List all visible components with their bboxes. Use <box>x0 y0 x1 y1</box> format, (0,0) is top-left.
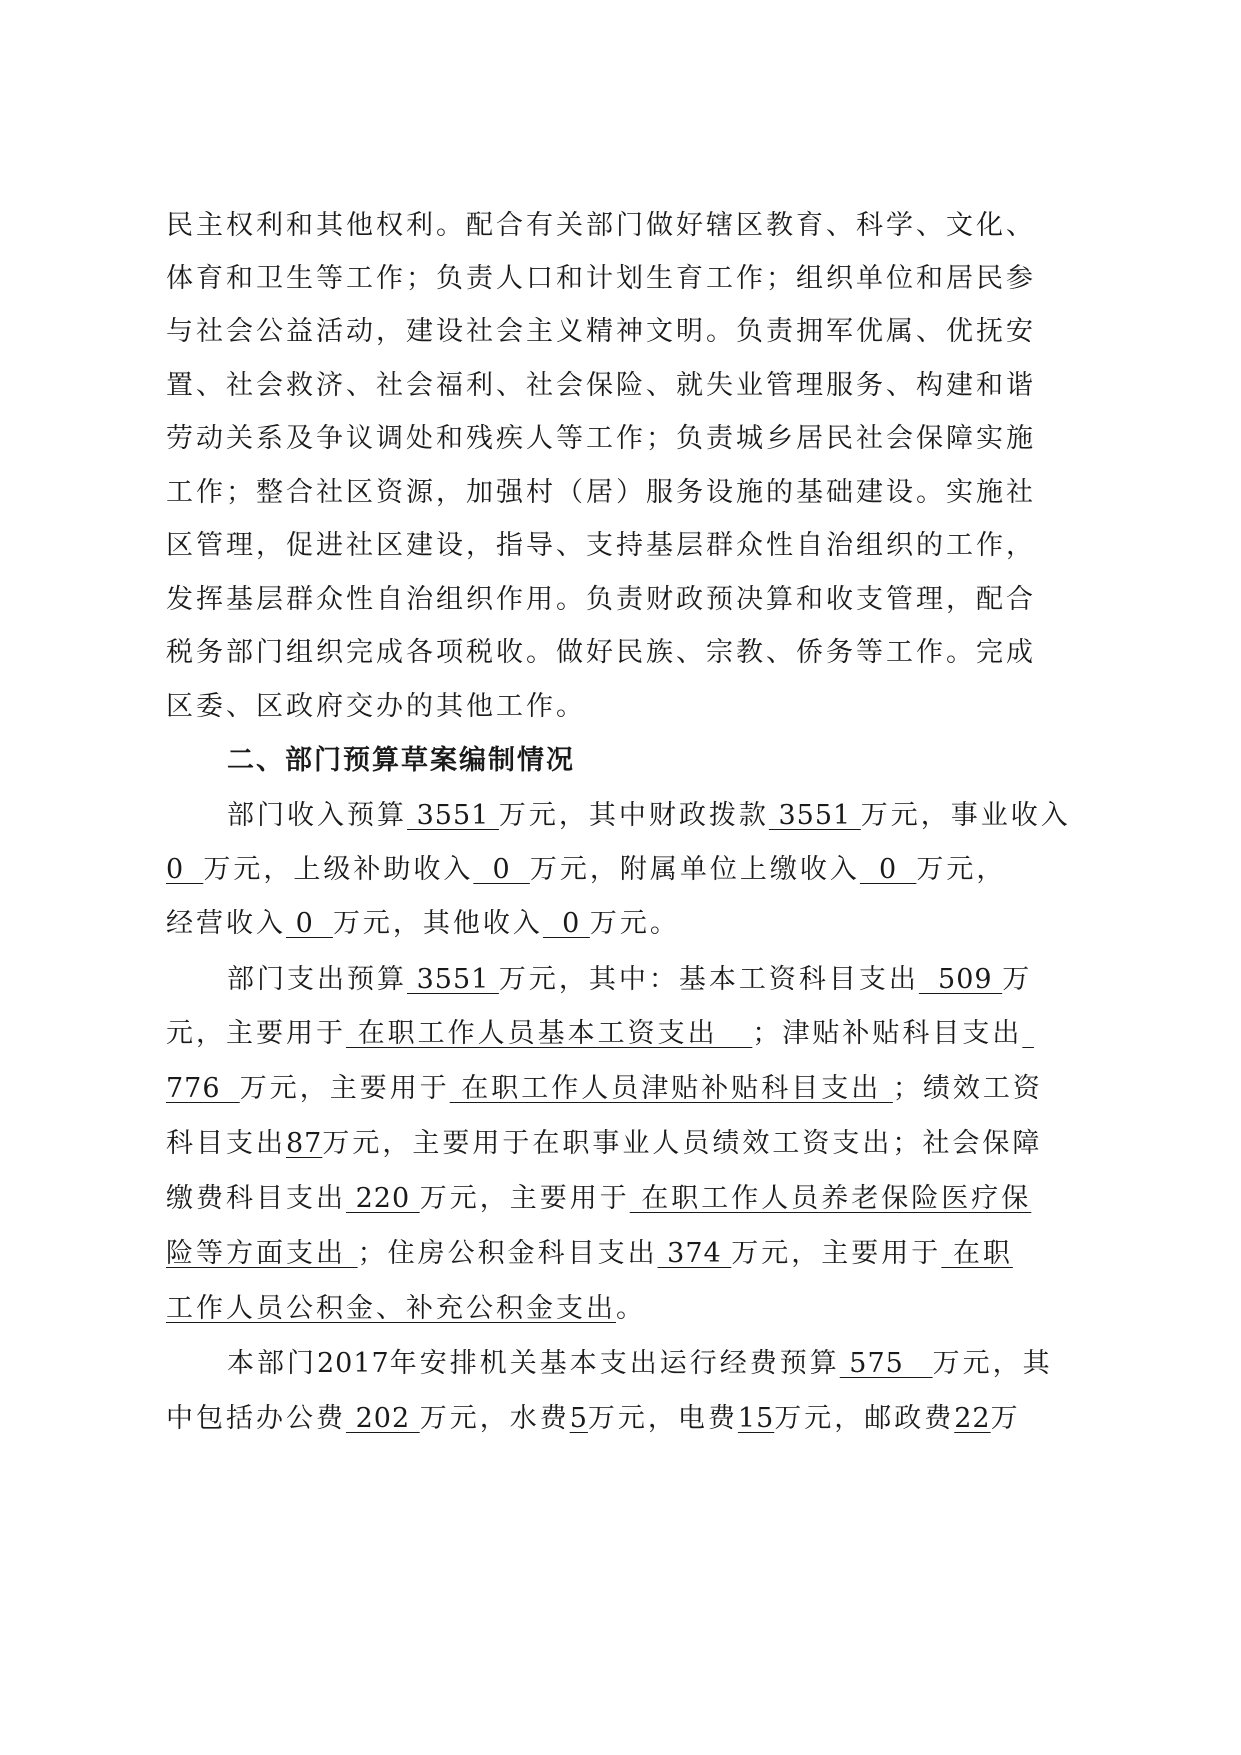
operating-text: 年安排机关基本支出运行经费预算 <box>389 1348 840 1379</box>
income-text: 万元，其他收入 <box>332 908 543 939</box>
office-expense: 202 <box>346 1403 420 1434</box>
expense-text: 元，主要用于 <box>166 1018 346 1049</box>
expense-line-3 <box>166 1069 1043 1109</box>
duties-line-2: 体育和卫生等工作；负责人口和计划生育工作；组织单位和居民参 <box>166 263 1036 294</box>
income-text: 万元， <box>916 854 1007 885</box>
expense-text: 万元，主要用于 <box>239 1073 450 1104</box>
expense-line-1 <box>227 960 1032 1000</box>
operating-text: 万元，邮政费 <box>774 1403 955 1434</box>
income-total: 3551 <box>407 800 499 831</box>
expense-text: 缴费科目支出 <box>166 1183 346 1214</box>
expense-line-7 <box>166 1289 646 1329</box>
fiscal-appropriation: 3551 <box>768 800 861 831</box>
performance-amount: 87 <box>286 1128 323 1159</box>
water-expense: 5 <box>569 1403 588 1434</box>
social-security-use-cont: 险等方面支出 <box>166 1238 358 1269</box>
duties-line-1: 民主权利和其他权利。配合有关部门做好辖区教育、科学、文化、 <box>166 210 1036 241</box>
duties-line-4: 置、社会救济、社会福利、社会保险、就失业管理服务、构建和谐 <box>166 370 1036 401</box>
operating-total: 575 <box>839 1348 933 1379</box>
income-line-2 <box>166 850 1006 890</box>
underline-gap <box>1022 1018 1034 1049</box>
expense-text: 万元，主要用于 <box>419 1183 630 1214</box>
income-text: 经营收入 <box>166 908 286 939</box>
income-label: 部门收入预算 <box>227 800 407 831</box>
operating-text: 中包括办公费 <box>166 1403 346 1434</box>
duties-line-10: 区委、区政府交办的其他工作。 <box>166 691 586 722</box>
expense-text: 。 <box>616 1293 646 1324</box>
income-line-1 <box>227 796 1071 836</box>
duties-line-9: 税务部门组织完成各项税收。做好民族、宗教、侨务等工作。完成 <box>166 637 1036 668</box>
operating-text: 本部门 <box>227 1348 317 1379</box>
base-salary-use: 在职工作人员基本工资支出 <box>346 1018 753 1049</box>
other-income: 0 <box>542 908 590 939</box>
social-security-amount: 220 <box>346 1183 420 1214</box>
duties-line-7: 区管理，促进社区建设，指导、支持基层群众性自治组织的工作， <box>166 530 1036 561</box>
allowance-amount: 776 <box>166 1073 240 1104</box>
social-security-use: 在职工作人员养老保险医疗保 <box>629 1183 1032 1214</box>
budget-year: 2017 <box>317 1348 390 1379</box>
income-text: 万元，其中财政拨款 <box>498 800 769 831</box>
expense-total: 3551 <box>407 964 499 995</box>
operating-income: 0 <box>286 908 333 939</box>
expense-text: ；绩效工资 <box>892 1073 1043 1104</box>
expense-text: ；津贴补贴科目支出 <box>752 1018 1023 1049</box>
duties-line-6: 工作；整合社区资源，加强村（居）服务设施的基础建设。实施社 <box>166 477 1036 508</box>
operating-text: 万元，其 <box>932 1348 1053 1379</box>
business-income: 0 <box>166 854 204 885</box>
operating-text: 万 <box>990 1403 1021 1434</box>
postal-expense: 22 <box>954 1403 991 1434</box>
operating-text: 万元，水费 <box>419 1403 570 1434</box>
affiliated-income: 0 <box>859 854 917 885</box>
base-salary-amount: 509 <box>918 964 1003 995</box>
expense-line-2 <box>166 1014 1034 1054</box>
electricity-expense: 15 <box>737 1403 775 1434</box>
duties-line-8: 发挥基层群众性自治组织作用。负责财政预决算和收支管理，配合 <box>166 584 1036 615</box>
income-text: 万元。 <box>589 908 680 939</box>
expense-line-4 <box>166 1124 1042 1164</box>
income-text: 万元，附属单位上缴收入 <box>529 854 860 885</box>
income-text: 万元，上级补助收入 <box>203 854 474 885</box>
expense-text: 万元，主要用于在职事业人员绩效工资支出；社会保障 <box>322 1128 1043 1159</box>
income-text: 万元，事业收入 <box>860 800 1071 831</box>
allowance-use: 在职工作人员津贴补贴科目支出 <box>449 1073 893 1104</box>
housing-fund-use-cont: 工作人员公积金、补充公积金支出 <box>166 1293 616 1324</box>
expense-line-6 <box>166 1234 1013 1274</box>
superior-subsidy: 0 <box>473 854 530 885</box>
expense-text: ；住房公积金科目支出 <box>357 1238 658 1269</box>
operating-line-1 <box>227 1344 1053 1384</box>
duties-line-3: 与社会公益活动，建设社会主义精神文明。负责拥军优属、优抚安 <box>166 316 1036 347</box>
section-heading: 二、部门预算草案编制情况 <box>227 745 575 776</box>
expense-label: 部门支出预算 <box>227 964 407 995</box>
housing-fund-use: 在职 <box>941 1238 1013 1269</box>
operating-line-2 <box>166 1399 1021 1439</box>
housing-fund-amount: 374 <box>657 1238 732 1269</box>
expense-line-5 <box>166 1179 1031 1219</box>
expense-text: 科目支出 <box>166 1128 286 1159</box>
income-line-3 <box>166 904 680 944</box>
expense-text: 万元，其中：基本工资科目支出 <box>498 964 919 995</box>
expense-text: 万 <box>1002 964 1033 995</box>
duties-line-5: 劳动关系及争议调处和残疾人等工作；负责城乡居民社会保障实施 <box>166 423 1036 454</box>
expense-text: 万元，主要用于 <box>731 1238 942 1269</box>
operating-text: 万元，电费 <box>587 1403 738 1434</box>
